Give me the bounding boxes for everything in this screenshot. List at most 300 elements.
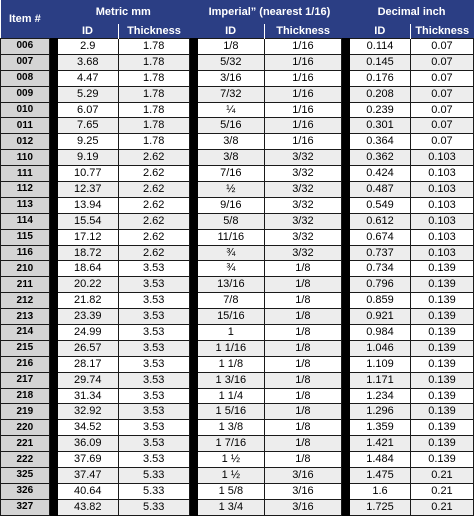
decimal-id-cell: 1.725: [350, 499, 411, 515]
item-cell: 210: [1, 261, 50, 277]
column-separator: [341, 86, 349, 102]
metric-thickness-cell: 1.78: [118, 39, 189, 55]
item-cell: 211: [1, 277, 50, 293]
decimal-thickness-cell: 0.103: [410, 182, 473, 198]
decimal-thickness-cell: 0.139: [410, 340, 473, 356]
imperial-id-cell: 3/8: [197, 134, 264, 150]
metric-id-cell: 15.54: [57, 213, 118, 229]
imperial-id-cell: ¼: [197, 102, 264, 118]
decimal-thickness-cell: 0.139: [410, 293, 473, 309]
decimal-thickness-cell: 0.07: [410, 118, 473, 134]
imperial-thickness-cell: 3/16: [264, 499, 341, 515]
metric-id-cell: 40.64: [57, 483, 118, 499]
decimal-id-cell: 1.421: [350, 436, 411, 452]
metric-id-cell: 2.9: [57, 39, 118, 55]
item-cell: 217: [1, 372, 50, 388]
decimal-thickness-cell: 0.07: [410, 102, 473, 118]
decimal-thickness-cell: 0.139: [410, 309, 473, 325]
item-cell: 214: [1, 325, 50, 341]
metric-id-cell: 12.37: [57, 182, 118, 198]
decimal-thickness-cell: 0.139: [410, 452, 473, 468]
column-separator: [49, 388, 57, 404]
column-separator: [49, 483, 57, 499]
item-cell: 111: [1, 166, 50, 182]
imperial-thickness-cell: 1/16: [264, 102, 341, 118]
column-separator: [49, 86, 57, 102]
column-separator: [49, 372, 57, 388]
column-separator: [189, 436, 197, 452]
metric-id-cell: 9.19: [57, 150, 118, 166]
decimal-id-cell: 0.362: [350, 150, 411, 166]
item-cell: 219: [1, 404, 50, 420]
metric-thickness-cell: 2.62: [118, 197, 189, 213]
decimal-id-cell: 1.296: [350, 404, 411, 420]
imperial-id-cell: 5/32: [197, 54, 264, 70]
column-separator: [189, 340, 197, 356]
column-separator: [341, 213, 349, 229]
imperial-thickness-cell: 1/8: [264, 261, 341, 277]
metric-id-header: ID: [57, 24, 118, 39]
column-separator: [189, 39, 197, 55]
decimal-id-cell: 0.984: [350, 325, 411, 341]
column-separator: [341, 499, 349, 515]
table-row: [1, 388, 474, 404]
column-separator: [341, 70, 349, 86]
item-cell: 012: [1, 134, 50, 150]
table-row: [1, 150, 474, 166]
metric-id-cell: 6.07: [57, 102, 118, 118]
metric-thickness-cell: 3.53: [118, 404, 189, 420]
table-row: [1, 166, 474, 182]
table-row: [1, 229, 474, 245]
decimal-id-cell: 0.612: [350, 213, 411, 229]
column-separator: [341, 468, 349, 484]
table-row: [1, 452, 474, 468]
imperial-thickness-cell: 1/16: [264, 70, 341, 86]
column-separator: [49, 39, 57, 55]
column-separator: [49, 102, 57, 118]
column-separator: [189, 309, 197, 325]
imperial-thickness-cell: 1/8: [264, 340, 341, 356]
decimal-id-cell: 0.796: [350, 277, 411, 293]
column-separator: [49, 0, 57, 39]
imperial-id-cell: 5/16: [197, 118, 264, 134]
decimal-id-cell: 0.737: [350, 245, 411, 261]
metric-thickness-cell: 1.78: [118, 54, 189, 70]
imperial-id-cell: 7/16: [197, 166, 264, 182]
column-separator: [189, 261, 197, 277]
table-row: [1, 102, 474, 118]
column-separator: [341, 197, 349, 213]
metric-thickness-cell: 3.53: [118, 452, 189, 468]
column-separator: [49, 245, 57, 261]
imperial-id-cell: 1 5/16: [197, 404, 264, 420]
decimal-id-cell: 1.171: [350, 372, 411, 388]
table-row: [1, 325, 474, 341]
imperial-thickness-cell: 1/8: [264, 372, 341, 388]
column-separator: [49, 420, 57, 436]
decimal-id-cell: 1.359: [350, 420, 411, 436]
imperial-thickness-cell: 1/8: [264, 356, 341, 372]
imperial-id-cell: 11/16: [197, 229, 264, 245]
column-separator: [341, 309, 349, 325]
column-separator: [189, 197, 197, 213]
column-separator: [189, 468, 197, 484]
metric-thickness-cell: 3.53: [118, 388, 189, 404]
metric-id-cell: 36.09: [57, 436, 118, 452]
metric-thickness-cell: 3.53: [118, 420, 189, 436]
table-row: [1, 293, 474, 309]
decimal-id-cell: 1.6: [350, 483, 411, 499]
imperial-thickness-cell: 1/16: [264, 134, 341, 150]
column-separator: [341, 39, 349, 55]
column-separator: [49, 309, 57, 325]
imperial-header: Imperial” (nearest 1/16): [197, 0, 341, 24]
metric-thickness-cell: 2.62: [118, 213, 189, 229]
metric-id-cell: 34.52: [57, 420, 118, 436]
imperial-id-header: ID: [197, 24, 264, 39]
column-separator: [189, 325, 197, 341]
decimal-id-cell: 0.301: [350, 118, 411, 134]
decimal-id-cell: 0.114: [350, 39, 411, 55]
imperial-thickness-cell: 1/8: [264, 388, 341, 404]
decimal-id-cell: 0.239: [350, 102, 411, 118]
imperial-id-cell: 1 7/16: [197, 436, 264, 452]
table-row: [1, 483, 474, 499]
column-separator: [341, 229, 349, 245]
column-separator: [49, 436, 57, 452]
table-row: [1, 309, 474, 325]
metric-id-cell: 32.92: [57, 404, 118, 420]
table-row: [1, 86, 474, 102]
column-separator: [341, 245, 349, 261]
decimal-id-cell: 1.109: [350, 356, 411, 372]
item-cell: 327: [1, 499, 50, 515]
metric-thickness-cell: 5.33: [118, 499, 189, 515]
decimal-id-cell: 0.674: [350, 229, 411, 245]
metric-thickness-cell: 1.78: [118, 118, 189, 134]
table-row: [1, 39, 474, 55]
item-cell: 215: [1, 340, 50, 356]
imperial-thickness-cell: 3/32: [264, 182, 341, 198]
decimal-thickness-cell: 0.07: [410, 134, 473, 150]
item-cell: 216: [1, 356, 50, 372]
column-separator: [49, 213, 57, 229]
decimal-thickness-cell: 0.103: [410, 150, 473, 166]
metric-thickness-cell: 1.78: [118, 86, 189, 102]
metric-thickness-cell: 2.62: [118, 229, 189, 245]
column-separator: [189, 293, 197, 309]
item-cell: 213: [1, 309, 50, 325]
column-separator: [341, 483, 349, 499]
column-separator: [189, 54, 197, 70]
metric-thickness-cell: 5.33: [118, 483, 189, 499]
imperial-thickness-cell: 1/8: [264, 404, 341, 420]
imperial-thickness-cell: 1/8: [264, 420, 341, 436]
column-separator: [189, 166, 197, 182]
imperial-thickness-cell: 1/8: [264, 309, 341, 325]
item-cell: 212: [1, 293, 50, 309]
decimal-thickness-cell: 0.139: [410, 388, 473, 404]
metric-thickness-header: Thickness: [118, 24, 189, 39]
decimal-thickness-cell: 0.139: [410, 420, 473, 436]
column-separator: [49, 261, 57, 277]
imperial-id-cell: 13/16: [197, 277, 264, 293]
table-row: [1, 197, 474, 213]
metric-id-cell: 37.47: [57, 468, 118, 484]
table-body: [1, 39, 474, 516]
decimal-thickness-cell: 0.21: [410, 499, 473, 515]
column-separator: [49, 229, 57, 245]
imperial-id-cell: ¾: [197, 245, 264, 261]
column-separator: [341, 325, 349, 341]
item-cell: 006: [1, 39, 50, 55]
column-separator: [341, 118, 349, 134]
item-cell: 325: [1, 468, 50, 484]
table-row: [1, 404, 474, 420]
imperial-id-cell: 1 ½: [197, 468, 264, 484]
column-separator: [189, 372, 197, 388]
item-cell: 114: [1, 213, 50, 229]
metric-id-cell: 23.39: [57, 309, 118, 325]
metric-thickness-cell: 3.53: [118, 436, 189, 452]
metric-id-cell: 29.74: [57, 372, 118, 388]
metric-thickness-cell: 2.62: [118, 166, 189, 182]
metric-id-cell: 43.82: [57, 499, 118, 515]
column-separator: [189, 134, 197, 150]
imperial-id-cell: 15/16: [197, 309, 264, 325]
imperial-thickness-cell: 3/32: [264, 245, 341, 261]
decimal-id-cell: 0.145: [350, 54, 411, 70]
item-cell: 116: [1, 245, 50, 261]
column-separator: [49, 166, 57, 182]
imperial-thickness-cell: 1/16: [264, 118, 341, 134]
imperial-id-cell: 1 3/16: [197, 372, 264, 388]
imperial-thickness-header: Thickness: [264, 24, 341, 39]
decimal-thickness-cell: 0.103: [410, 245, 473, 261]
column-separator: [189, 499, 197, 515]
item-cell: 326: [1, 483, 50, 499]
decimal-thickness-cell: 0.07: [410, 70, 473, 86]
imperial-id-cell: 1 3/8: [197, 420, 264, 436]
metric-thickness-cell: 3.53: [118, 261, 189, 277]
metric-thickness-cell: 3.53: [118, 293, 189, 309]
column-separator: [189, 356, 197, 372]
decimal-id-cell: 0.176: [350, 70, 411, 86]
metric-thickness-cell: 3.53: [118, 356, 189, 372]
column-separator: [341, 182, 349, 198]
decimal-thickness-cell: 0.139: [410, 436, 473, 452]
imperial-id-cell: 1 1/8: [197, 356, 264, 372]
metric-thickness-cell: 3.53: [118, 340, 189, 356]
decimal-thickness-cell: 0.139: [410, 372, 473, 388]
column-separator: [189, 150, 197, 166]
imperial-thickness-cell: 3/32: [264, 150, 341, 166]
metric-id-cell: 37.69: [57, 452, 118, 468]
column-separator: [49, 404, 57, 420]
table-row: [1, 356, 474, 372]
column-separator: [189, 118, 197, 134]
table-row: [1, 54, 474, 70]
column-separator: [189, 182, 197, 198]
metric-id-cell: 7.65: [57, 118, 118, 134]
imperial-thickness-cell: 1/8: [264, 277, 341, 293]
metric-thickness-cell: 3.53: [118, 325, 189, 341]
decimal-thickness-header: Thickness: [410, 24, 473, 39]
imperial-thickness-cell: 3/32: [264, 229, 341, 245]
imperial-thickness-cell: 3/16: [264, 483, 341, 499]
column-separator: [49, 340, 57, 356]
imperial-thickness-cell: 1/8: [264, 452, 341, 468]
column-separator: [341, 261, 349, 277]
metric-thickness-cell: 3.53: [118, 372, 189, 388]
item-cell: 222: [1, 452, 50, 468]
column-separator: [49, 468, 57, 484]
metric-id-cell: 28.17: [57, 356, 118, 372]
decimal-id-cell: 1.046: [350, 340, 411, 356]
decimal-thickness-cell: 0.21: [410, 468, 473, 484]
item-cell: 115: [1, 229, 50, 245]
table-row: [1, 468, 474, 484]
imperial-id-cell: 1: [197, 325, 264, 341]
item-header: Item #: [1, 0, 50, 39]
imperial-id-cell: 3/16: [197, 70, 264, 86]
metric-thickness-cell: 2.62: [118, 182, 189, 198]
decimal-thickness-cell: 0.21: [410, 483, 473, 499]
column-separator: [341, 388, 349, 404]
table-row: [1, 70, 474, 86]
imperial-thickness-cell: 1/16: [264, 54, 341, 70]
imperial-thickness-cell: 1/16: [264, 39, 341, 55]
item-cell: 110: [1, 150, 50, 166]
column-separator: [49, 293, 57, 309]
table-row: [1, 245, 474, 261]
metric-id-cell: 5.29: [57, 86, 118, 102]
decimal-id-cell: 0.424: [350, 166, 411, 182]
imperial-id-cell: 1 1/4: [197, 388, 264, 404]
imperial-id-cell: 3/8: [197, 150, 264, 166]
column-separator: [341, 277, 349, 293]
column-separator: [49, 118, 57, 134]
metric-id-cell: 18.64: [57, 261, 118, 277]
decimal-id-cell: 0.208: [350, 86, 411, 102]
imperial-id-cell: 7/32: [197, 86, 264, 102]
decimal-id-cell: 0.549: [350, 197, 411, 213]
column-separator: [341, 340, 349, 356]
imperial-thickness-cell: 3/32: [264, 166, 341, 182]
decimal-id-header: ID: [350, 24, 411, 39]
column-separator: [341, 452, 349, 468]
column-separator: [189, 452, 197, 468]
table-row: [1, 420, 474, 436]
metric-id-cell: 3.68: [57, 54, 118, 70]
column-separator: [189, 0, 197, 39]
column-separator: [189, 277, 197, 293]
imperial-thickness-cell: 1/8: [264, 293, 341, 309]
imperial-thickness-cell: 1/8: [264, 325, 341, 341]
metric-thickness-cell: 3.53: [118, 277, 189, 293]
metric-thickness-cell: 2.62: [118, 245, 189, 261]
column-separator: [189, 404, 197, 420]
column-separator: [341, 420, 349, 436]
imperial-thickness-cell: 3/32: [264, 213, 341, 229]
column-separator: [49, 150, 57, 166]
item-cell: 007: [1, 54, 50, 70]
metric-thickness-cell: 1.78: [118, 102, 189, 118]
metric-id-cell: 26.57: [57, 340, 118, 356]
imperial-id-cell: 1 5/8: [197, 483, 264, 499]
imperial-id-cell: ½: [197, 182, 264, 198]
decimal-thickness-cell: 0.103: [410, 213, 473, 229]
column-separator: [189, 245, 197, 261]
metric-id-cell: 4.47: [57, 70, 118, 86]
decimal-thickness-cell: 0.103: [410, 229, 473, 245]
column-separator: [189, 483, 197, 499]
metric-id-cell: 18.72: [57, 245, 118, 261]
decimal-thickness-cell: 0.103: [410, 166, 473, 182]
column-separator: [341, 404, 349, 420]
decimal-id-cell: 1.484: [350, 452, 411, 468]
item-cell: 221: [1, 436, 50, 452]
metric-id-cell: 24.99: [57, 325, 118, 341]
decimal-id-cell: 0.364: [350, 134, 411, 150]
column-separator: [49, 452, 57, 468]
imperial-id-cell: ¾: [197, 261, 264, 277]
column-separator: [49, 197, 57, 213]
item-cell: 112: [1, 182, 50, 198]
column-separator: [341, 372, 349, 388]
decimal-thickness-cell: 0.139: [410, 277, 473, 293]
column-separator: [341, 102, 349, 118]
column-separator: [189, 388, 197, 404]
table-row: [1, 340, 474, 356]
metric-id-cell: 13.94: [57, 197, 118, 213]
metric-thickness-cell: 2.62: [118, 150, 189, 166]
column-separator: [49, 499, 57, 515]
item-cell: 011: [1, 118, 50, 134]
column-separator: [189, 213, 197, 229]
decimal-thickness-cell: 0.139: [410, 356, 473, 372]
imperial-thickness-cell: 3/16: [264, 468, 341, 484]
table-row: [1, 118, 474, 134]
column-separator: [341, 436, 349, 452]
column-separator: [341, 293, 349, 309]
table-row: [1, 213, 474, 229]
decimal-id-cell: 1.234: [350, 388, 411, 404]
table-row: [1, 261, 474, 277]
column-separator: [189, 420, 197, 436]
decimal-thickness-cell: 0.139: [410, 404, 473, 420]
column-separator: [341, 0, 349, 39]
table-row: [1, 436, 474, 452]
column-separator: [189, 86, 197, 102]
column-separator: [341, 54, 349, 70]
imperial-id-cell: 9/16: [197, 197, 264, 213]
metric-id-cell: 31.34: [57, 388, 118, 404]
metric-id-cell: 17.12: [57, 229, 118, 245]
metric-thickness-cell: 1.78: [118, 134, 189, 150]
decimal-thickness-cell: 0.139: [410, 261, 473, 277]
column-separator: [49, 325, 57, 341]
table-row: [1, 499, 474, 515]
metric-id-cell: 20.22: [57, 277, 118, 293]
column-separator: [189, 102, 197, 118]
imperial-thickness-cell: 3/32: [264, 197, 341, 213]
decimal-id-cell: 0.921: [350, 309, 411, 325]
column-separator: [341, 134, 349, 150]
decimal-thickness-cell: 0.139: [410, 325, 473, 341]
item-cell: 008: [1, 70, 50, 86]
